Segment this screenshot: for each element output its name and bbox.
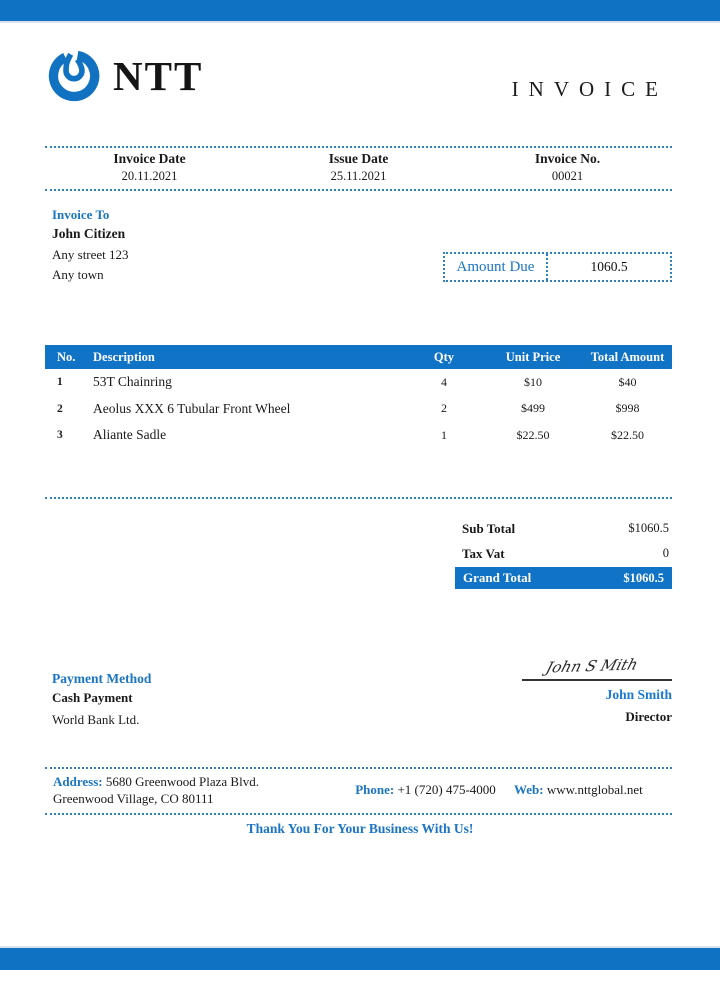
dotted-separator — [45, 497, 672, 499]
amount-due-box — [443, 252, 672, 282]
subtotal-row — [455, 516, 672, 541]
subtotal-value: $1060.5 — [628, 521, 669, 535]
signature-block — [512, 657, 672, 725]
grand-total-row — [455, 567, 672, 589]
phone-label: Phone: — [355, 782, 395, 797]
item-description: Aeolus XXX 6 Tubular Front Wheel — [93, 400, 291, 416]
item-description: Aliante Sadle — [93, 427, 167, 443]
grand-total-value: $1060.5 — [623, 570, 664, 585]
meta-label: Invoice No. — [534, 151, 601, 166]
top-brand-bar — [0, 0, 720, 23]
subtotal-label: Sub Total — [462, 520, 516, 536]
address-line1: 5680 Greenwood Plaza Blvd. — [105, 774, 259, 789]
amount-due-value: 1060.5 — [590, 259, 628, 274]
item-no: 1 — [57, 376, 63, 389]
meta-value: 20.11.2021 — [121, 169, 178, 183]
header-description: Description — [93, 349, 155, 364]
item-description: 53T Chainring — [93, 374, 172, 390]
tax-label: Tax Vat — [462, 545, 505, 561]
page-title: INVOICE — [511, 77, 668, 101]
item-total: $998 — [615, 401, 640, 416]
phone-value: +1 (720) 475-4000 — [397, 782, 496, 797]
meta-value: 00021 — [551, 169, 584, 183]
item-total: $40 — [618, 374, 637, 389]
payment-bank: World Bank Ltd. — [52, 711, 140, 727]
bill-to-street: Any street 123 — [52, 246, 129, 262]
meta-label: Invoice Date — [113, 151, 186, 166]
header-qty: Qty — [433, 349, 455, 364]
bill-to-name: John Citizen — [52, 226, 126, 241]
address-line2: Greenwood Village, CO 80111 — [53, 791, 214, 806]
meta-invoice-number — [463, 151, 672, 184]
meta-invoice-date — [45, 151, 254, 184]
meta-label: Issue Date — [328, 151, 389, 166]
item-no: 2 — [57, 402, 63, 415]
payment-method-heading: Payment Method — [52, 671, 152, 686]
signature-scribble: John S Mith — [543, 655, 641, 677]
bill-to-block — [52, 207, 129, 283]
grand-total-label: Grand Total — [463, 570, 532, 585]
brand-name: NTT — [113, 53, 204, 99]
table-row — [45, 369, 672, 396]
items-table — [45, 345, 672, 449]
bill-to-heading: Invoice To — [52, 207, 110, 222]
tax-value: 0 — [662, 546, 669, 560]
item-unit-price: $22.50 — [516, 427, 550, 442]
item-qty: 1 — [441, 427, 447, 442]
items-table-header — [45, 345, 672, 369]
thank-you-message: Thank You For Your Business With Us! — [246, 821, 474, 836]
item-qty: 2 — [441, 401, 447, 416]
signatory-name: John Smith — [605, 687, 672, 702]
address-label: Address: — [53, 774, 103, 789]
tax-row — [455, 541, 672, 566]
header-total-amount: Total Amount — [590, 349, 665, 364]
web-label: Web: — [514, 782, 544, 797]
ntt-logo-icon — [44, 44, 104, 109]
phone-block — [337, 782, 514, 798]
meta-value: 25.11.2021 — [330, 169, 387, 183]
item-qty: 4 — [441, 374, 447, 389]
item-unit-price: $10 — [524, 374, 542, 389]
amount-due-label: Amount Due — [445, 254, 548, 280]
totals-block — [455, 516, 672, 589]
table-row — [45, 396, 672, 423]
company-logo — [44, 44, 203, 109]
item-total: $22.50 — [611, 427, 644, 442]
address-block — [45, 773, 337, 807]
item-unit-price: $499 — [521, 401, 545, 416]
web-block — [514, 782, 672, 798]
header-unit-price: Unit Price — [505, 349, 561, 364]
payment-method-value: Cash Payment — [52, 690, 133, 705]
item-no: 3 — [57, 429, 63, 442]
contact-strip — [45, 767, 672, 815]
web-value: www.nttglobal.net — [546, 782, 643, 797]
table-row — [45, 422, 672, 449]
meta-issue-date — [254, 151, 463, 184]
bottom-brand-bar — [0, 946, 720, 970]
header-no: No. — [57, 349, 76, 364]
bill-to-town: Any town — [52, 267, 104, 282]
invoice-meta-strip — [45, 146, 672, 191]
payment-method-block — [52, 671, 151, 728]
signature-line — [522, 679, 672, 681]
signatory-role: Director — [625, 709, 672, 724]
